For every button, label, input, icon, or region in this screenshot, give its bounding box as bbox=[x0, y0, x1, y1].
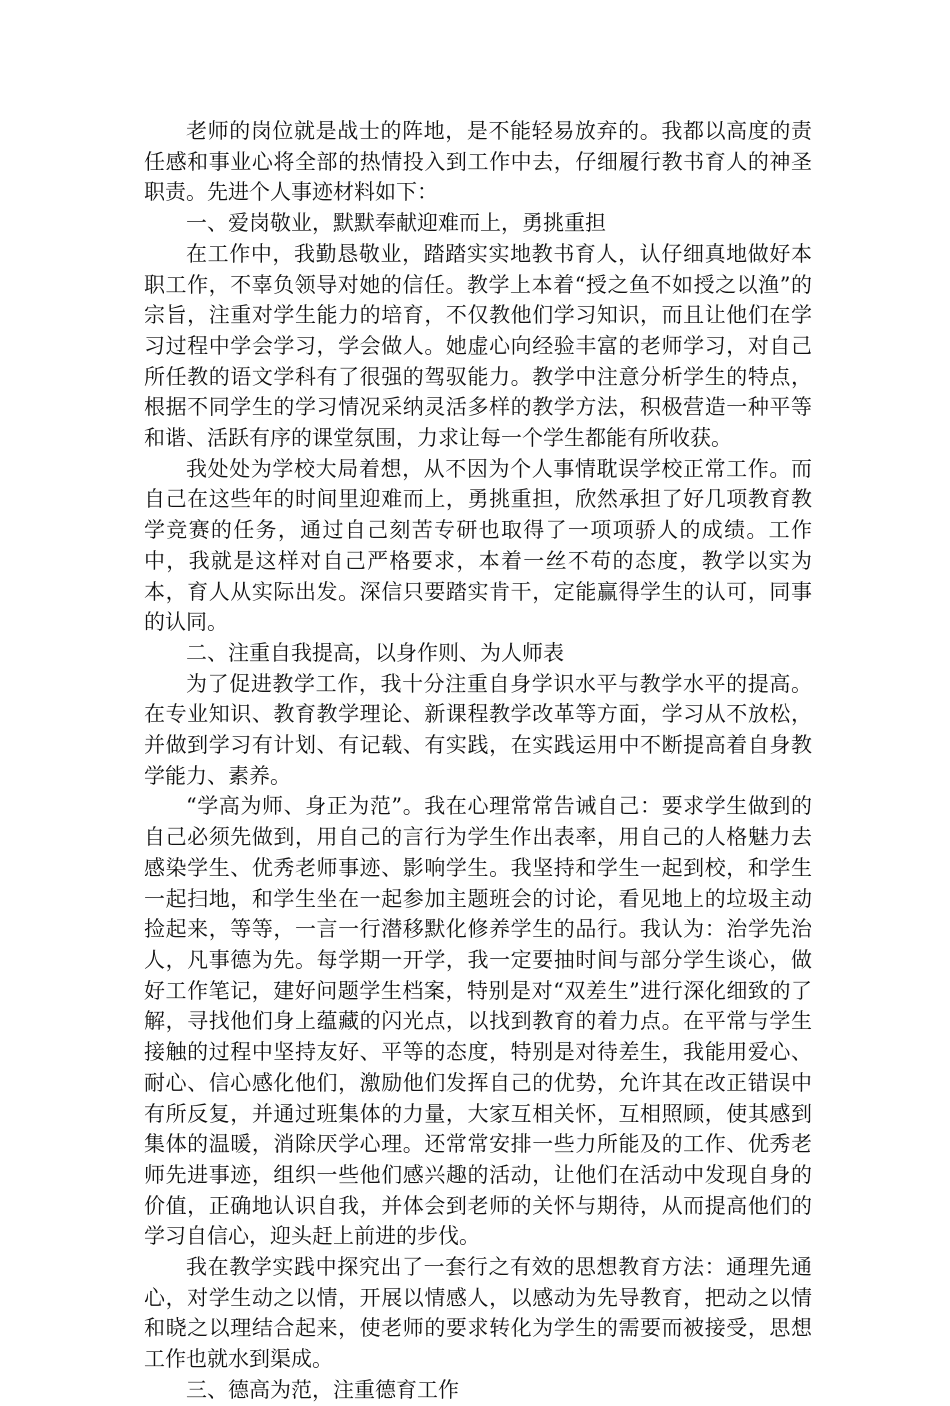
body-paragraph: 在工作中，我勤恳敬业，踏踏实实地教书育人，认仔细真地做好本职工作，不辜负领导对她的信任。教学上本着“授之鱼不如授之以渔”的宗旨，注重对学生能力的培育，不仅教他们学习知识，而且让他们在学习过程中学会学习，学会做人。她虚心向经验丰富的老师学习，对自己所任教的语文学科有了很强的驾驭能力。教学中注意分析学生的特点，根据不同学生的学习情况采纳灵活多样的教学方法，积极营造一种平等和谐、活跃有序的课堂氛围，力求让每一个学生都能有所收获。 bbox=[144, 241, 812, 451]
section-heading-1: 一、爱岗敬业，默默奉献迎难而上，勇挑重担 bbox=[186, 211, 606, 236]
body-paragraph: 我在教学实践中探究出了一套行之有效的思想教育方法：通理先通心，对学生动之以情，开展以情感人，以感动为先导教育，把动之以情和晓之以理结合起来，使老师的要求转化为学生的需要而被接受，思想工作也就水到渠成。 bbox=[144, 1255, 812, 1372]
intro-paragraph: 老师的岗位就是战士的阵地，是不能轻易放弃的。我都以高度的责任感和事业心将全部的热情投入到工作中去，仔细履行教书育人的神圣职责。先进个人事迹材料如下： bbox=[144, 119, 812, 205]
section-heading-3: 三、德高为范，注重德育工作 bbox=[186, 1377, 459, 1402]
body-paragraph: 我处处为学校大局着想，从不因为个人事情耽误学校正常工作。而自己在这些年的时间里迎难而上，勇挑重担，欣然承担了好几项教育教学竞赛的任务，通过自己刻苦专研也取得了一项项骄人的成绩。工作中，我就是这样对自己严格要求，本着一丝不苟的态度，教学以实为本，育人从实际出发。深信只要踏实肯干，定能赢得学生的认可，同事的认同。 bbox=[144, 456, 812, 635]
document-page bbox=[144, 116, 812, 1406]
section-heading-2: 二、注重自我提高，以身作则、为人师表 bbox=[186, 640, 564, 665]
body-paragraph: 为了促进教学工作，我十分注重自身学识水平与教学水平的提高。在专业知识、教育教学理论、新课程教学改革等方面，学习从不放松，并做到学习有计划、有记载、有实践，在实践运用中不断提高着自身教学能力、素养。 bbox=[144, 671, 812, 788]
body-paragraph: “学高为师、身正为范”。我在心理常常告诫自己：要求学生做到的自己必须先做到，用自己的言行为学生作出表率，用自己的人格魅力去感染学生、优秀老师事迹、影响学生。我坚持和学生一起到校，和学生一起扫地，和学生坐在一起参加主题班会的讨论，看见地上的垃圾主动捡起来，等等，一言一行潜移默化修养学生的品行。我认为：治学先治人，凡事德为先。每学期一开学，我一定要抽时间与部分学生谈心，做好工作笔记，建好问题学生档案，特别是对“双差生”进行深化细致的了解，寻找他们身上蕴藏的闪光点，以找到教育的着力点。在平常与学生接触的过程中坚持友好、平等的态度，特别是对待差生，我能用爱心、耐心、信心感化他们，激励他们发挥自己的优势，允许其在改正错误中有所反复，并通过班集体的力量，大家互相关怀，互相照顾，使其感到集体的温暖，消除厌学心理。还常常安排一些力所能及的工作、优秀老师先进事迹，组织一些他们感兴趣的活动，让他们在活动中发现自身的价值，正确地认识自我，并体会到老师的关怀与期待，从而提高他们的学习自信心，迎头赶上前进的步伐。 bbox=[144, 794, 812, 1249]
